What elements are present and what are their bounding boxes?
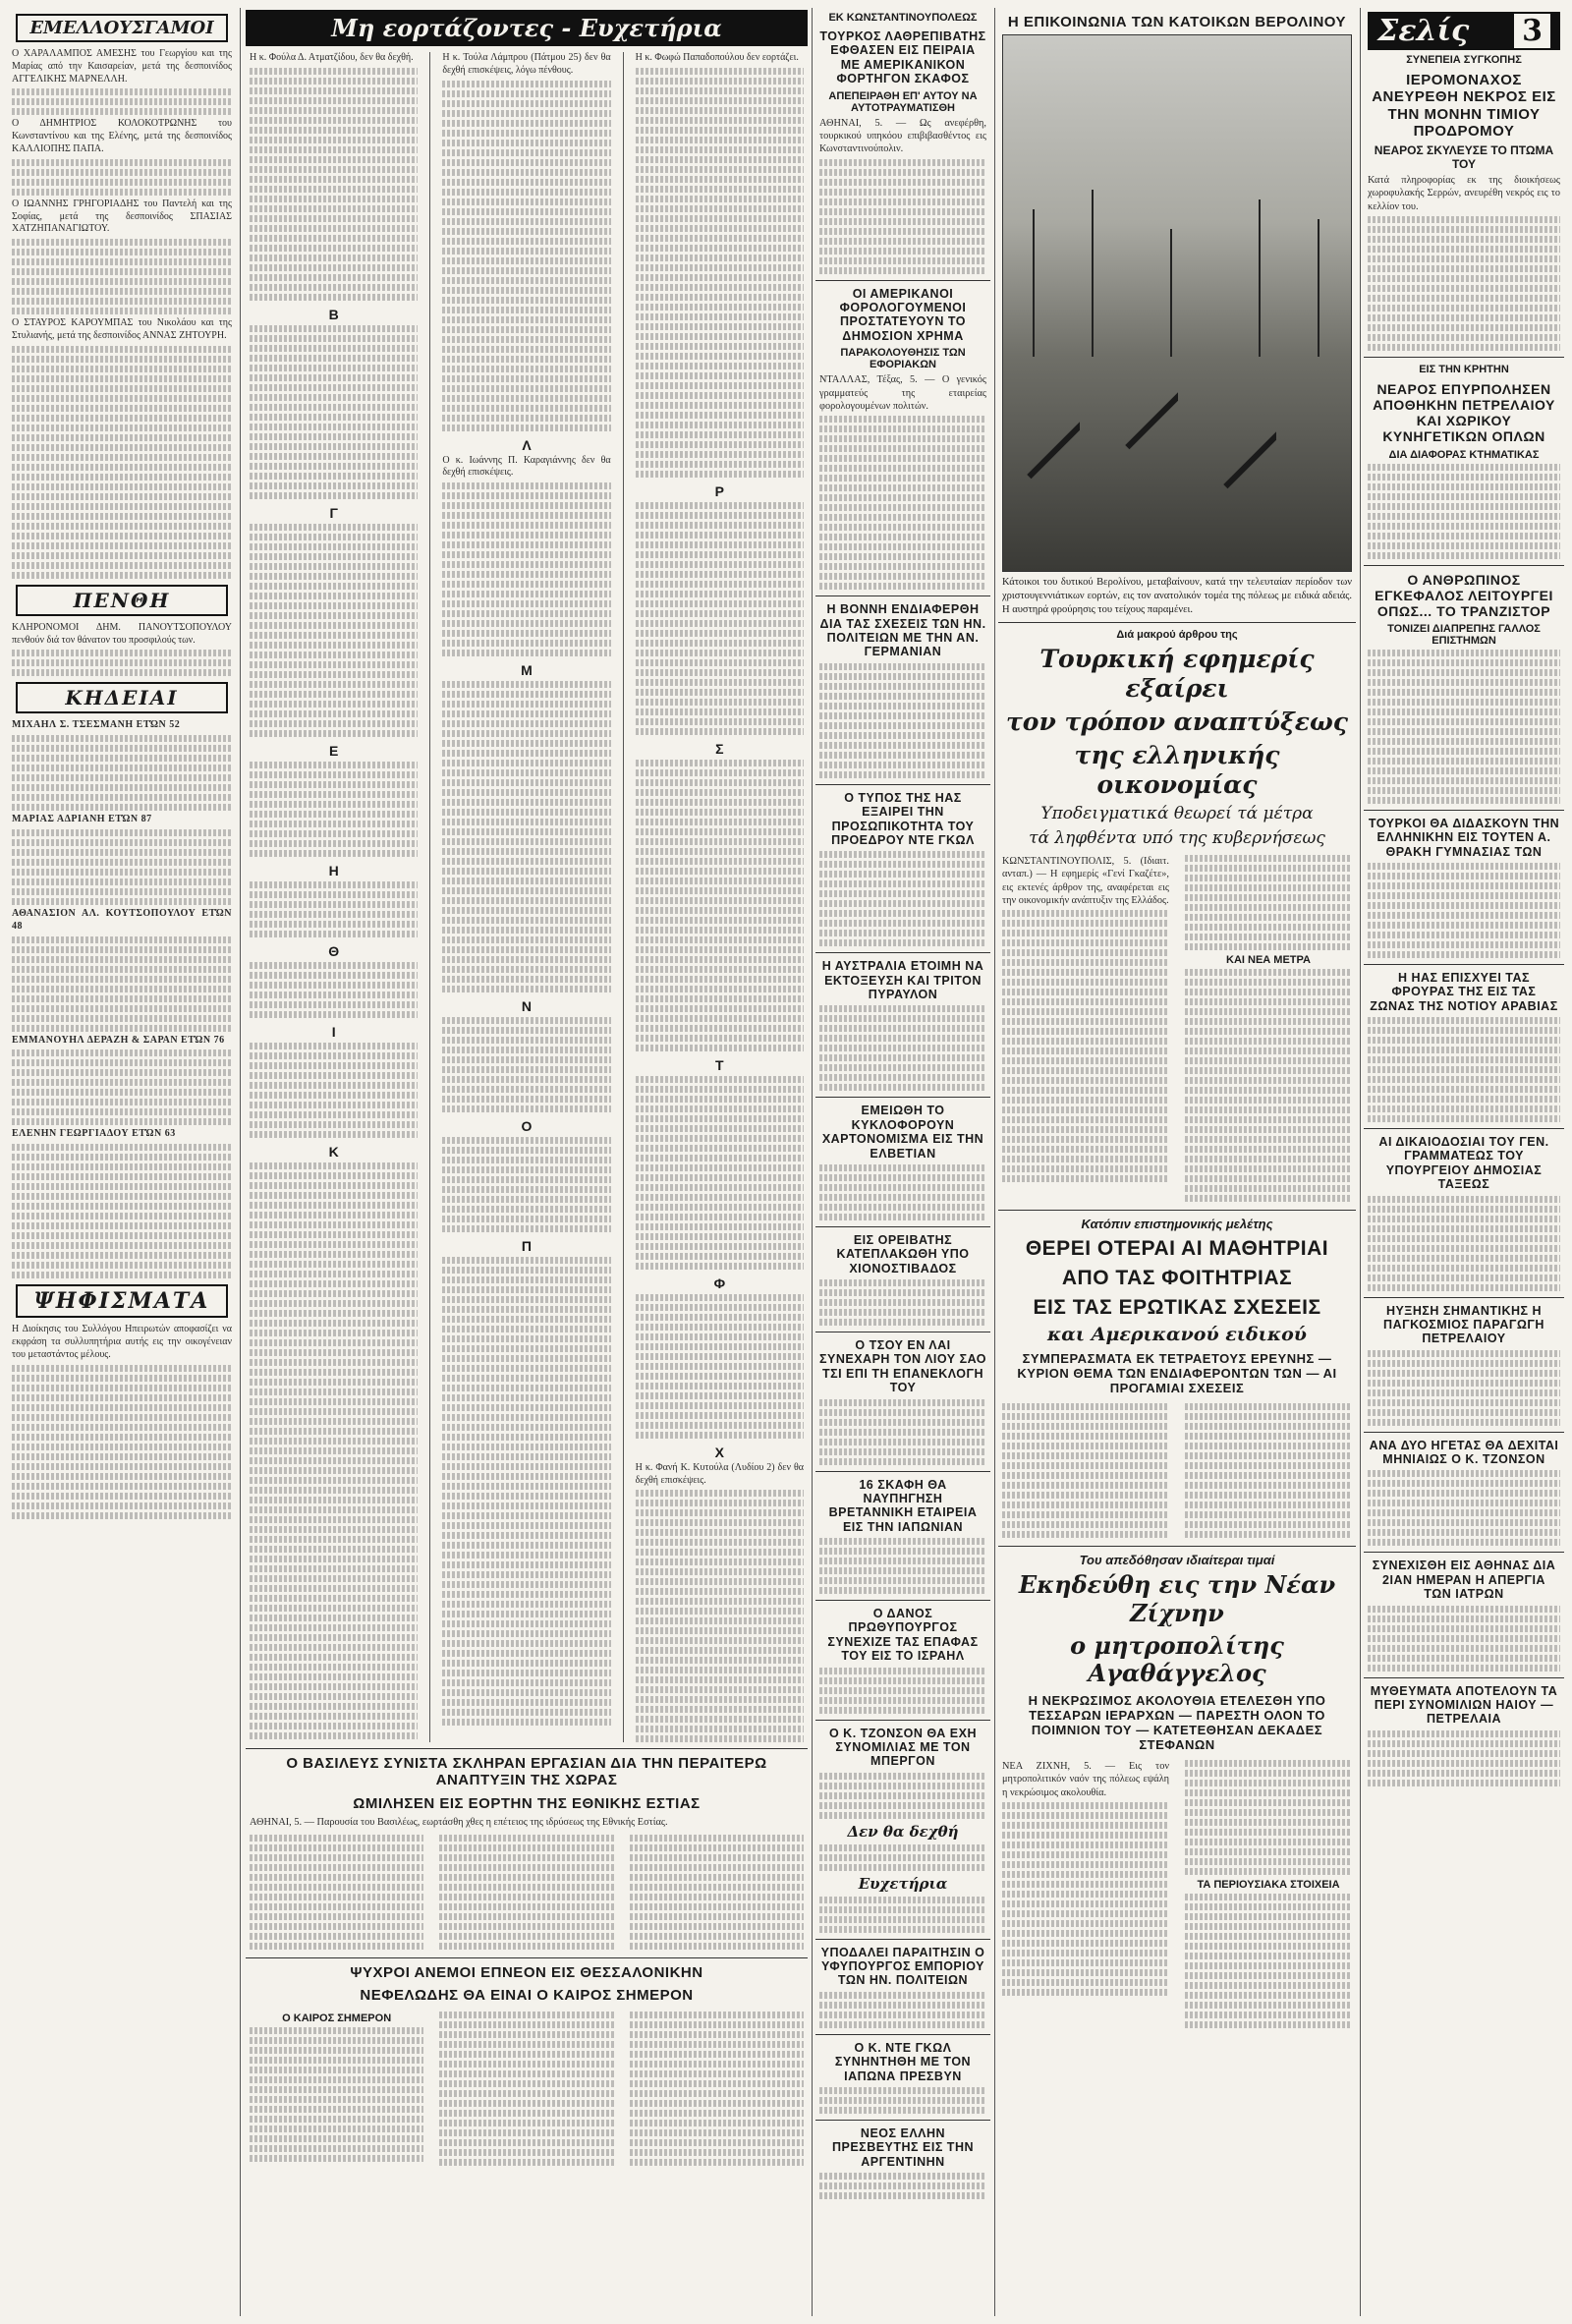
alphabet-letter: Ο [521, 1118, 533, 1135]
wish-entry: Η κ. Φωφώ Παπαδοπούλου δεν εορτάζει. [635, 52, 799, 63]
notice-item: Ο ΣΤΑΥΡΟΣ ΚΑΡΟΥΜΠΑΣ του Νικολάου και της Στυλιανής, μετά της δεσποινίδος ΑΝΝΑΣ ΖΗΤΟΥΡΗ. [12, 317, 232, 341]
news-headline: Ο Κ. ΤΖΟΝΣΟΝ ΘΑ ΕΧΗ ΣΥΝΟΜΙΛΙΑΣ ΜΕ ΤΟΝ ΜΠΕΡΓΟΝ [828, 1726, 977, 1769]
column-wishes [246, 8, 808, 2316]
feature-text: ΚΩΝΣΤΑΝΤΙΝΟΥΠΟΛΙΣ, 5. (Ιδιαιτ. ανταπ.) — Η εφημερίς «Γενί Γκαζέτε», εις εκτενές άρθρον της, αναφέρεται εις την οικονομικήν ανάπτυξιν της Ελλάδος. [1002, 855, 1169, 907]
news-headline: Ο Κ. ΝΤΕ ΓΚΩΛ ΣΥΝΗΝΤΗΘΗ ΜΕ ΤΟΝ ΙΑΠΩΝΑ ΠΡΕΣΒΥΝ [834, 2040, 972, 2083]
right-headline: Ο ΑΝΘΡΩΠΙΝΟΣ ΕΓΚΕΦΑΛΟΣ ΛΕΙΤΟΥΡΓΕΙ ΟΠΩΣ... ΤΟ ΤΡΑΝΖΙΣΤΟΡ [1375, 571, 1553, 619]
page-number: 3 [1514, 14, 1550, 48]
alphabet-letter: Σ [715, 740, 724, 757]
wish-entry: Η κ. Τούλα Λάμπρου (Πάτμου 25) δεν θα δεχθή επισκέψεις, λόγω πένθους. [442, 52, 611, 76]
alphabet-letter: Ι [331, 1023, 336, 1040]
decrees-text: Η Διοίκησις του Συλλόγου Ηπειρωτών αποφασίζει να εκφράση τα συλλυπητήρια αυτής εις την οικογένειαν του μεταστάντος μέλους. [12, 1324, 232, 1360]
news-headline: ΕΙΣ ΟΡΕΙΒΑΤΗΣ ΚΑΤΕΠΛΑΚΩΘΗ ΥΠΟ ΧΙΟΝΟΣΤΙΒΑΔΟΣ [836, 1232, 970, 1275]
alphabet-letter: Γ [329, 504, 338, 521]
study-headline: ΘΕΡΕΙ ΟΤΕΡΑΙ ΑΙ ΜΑΘΗΤΡΙΑΙ [1025, 1236, 1329, 1260]
right-kicker: ΕΙΣ ΤΗΝ ΚΡΗΤΗΝ [1419, 364, 1509, 376]
news-subheadline: ΑΠΕΠΕΙΡΑΘΗ ΕΠ' ΑΥΤΟΥ ΝΑ ΑΥΤΟΤΡΑΥΜΑΤΙΣΘΗ [828, 89, 978, 114]
wedding-section-title: ΕΜΕΛΛΟΥΣΓΑΜΟΙ [16, 14, 228, 42]
funerals-section-title: ΚΗΔΕΙΑΙ [16, 682, 228, 713]
column-right [1364, 8, 1564, 2316]
news-headline: Ο ΔΑΝΟΣ ΠΡΩΘΥΠΟΥΡΓΟΣ ΣΥΝΕΧΙΖΕ ΤΑΣ ΕΠΑΦΑΣ ΤΟΥ ΕΙΣ ΤΟ ΙΣΡΑΗΛ [827, 1607, 979, 1664]
weather-label: Ο ΚΑΙΡΟΣ ΣΗΜΕΡΟΝ [282, 2012, 392, 2024]
right-headline: ΣΥΝΕΧΙΣΘΗ ΕΙΣ ΑΘΗΝΑΣ ΔΙΑ 2ΙΑΝ ΗΜΕΡΑΝ Η ΑΠΕΡΓΙΑ ΤΩΝ ΙΑΤΡΩΝ [1372, 1559, 1556, 1602]
news-headline: ΕΜΕΙΩΘΗ ΤΟ ΚΥΚΛΟΦΟΡΟΥΝ ΧΑΡΤΟΝΟΜΙΣΜΑ ΕΙΣ ΤΗΝ ΕΛΒΕΤΙΑΝ [821, 1104, 984, 1161]
funeral-name: ΜΑΡΙΑΣ ΑΔΡΙΑΝΗ ΕΤΏΝ 87 [12, 814, 152, 825]
burial-subheadline: Η ΝΕΚΡΩΣΙΜΟΣ ΑΚΟΛΟΥΘΙΑ ΕΤΕΛΕΣΘΗ ΥΠΟ ΤΕΣΣΑΡΩΝ ΙΕΡΑΡΧΩΝ — ΠΑΡΕΣΤΗ ΟΛΟΝ ΤΟ ΠΟΙΜΝΙΟΝ ΤΟΥ — ΚΑΤΕΤΕΘΗΣΑΝ ΔΕΚΑΔΕΣ ΣΤΕΦΑΝΩΝ [1028, 1693, 1326, 1752]
right-subheadline: ΝΕΑΡΟΣ ΣΚΥΛΕΥΣΕ ΤΟ ΠΤΩΜΑ ΤΟΥ [1374, 143, 1554, 171]
wishes-subcolumn [438, 52, 614, 1742]
news-headline: ΝΕΟΣ ΕΛΛΗΝ ΠΡΕΣΒΕΥΤΗΣ ΕΙΣ ΤΗΝ ΑΡΓΕΝΤΙΝΗΝ [831, 2126, 975, 2169]
notice-item: Ο ΔΗΜΗΤΡΙΟΣ ΚΟΛΟΚΟΤΡΩΝΗΣ του Κωνσταντίνου και της Ελένης, μετά της δεσποινίδος ΚΑΛΛΙΟΠΗΣ ΠΑΠΑ. [12, 118, 232, 154]
feature-headline: της ελληνικής οικονομίας [1074, 741, 1280, 800]
alphabet-letter: Η [328, 862, 339, 879]
study-kicker: Κατόπιν επιστημονικής μελέτης [1081, 1216, 1273, 1231]
wishes-columns [246, 52, 808, 1742]
alphabet-letter: Λ [522, 436, 532, 453]
right-subheadline: ΤΟΝΙΖΕΙ ΔΙΑΠΡΕΠΗΣ ΓΑΛΛΟΣ ΕΠΙΣΤΗΜΩΝ [1387, 622, 1541, 647]
right-headline: ΤΟΥΡΚΟΙ ΘΑ ΔΙΔΑΣΚΟΥΝ ΤΗΝ ΕΛΛΗΝΙΚΗΝ ΕΙΣ ΤΟΥΤΕΝ Α. ΘΡΑΚΗ ΓΥΜΝΑΣΙΑΣ ΤΩΝ [1368, 816, 1560, 859]
right-headline: ΑΝΑ ΔΥΟ ΗΓΕΤΑΣ ΘΑ ΔΕΧΙΤΑΙ ΜΗΝΙΑΙΩΣ Ο Κ. ΤΖΟΝΣΟΝ [1369, 1438, 1559, 1467]
right-headline: ΙΕΡΟΜΟΝΑΧΟΣ ΑΝΕΥΡΕΘΗ ΝΕΚΡΟΣ ΕΙΣ ΤΗΝ ΜΟΝΗΝ ΤΙΜΙΟΥ ΠΡΟΔΡΟΜΟΥ [1372, 72, 1556, 140]
berlin-photo-caption: Κάτοικοι του δυτικού Βερολίνου, μεταβαίνουν, κατά την τελευταίαν περίοδον των χριστουγεννιάτικων εορτών, εις τον ανατολικόν τομέα της πόλεως με ειδικά αδειάς. Η αυστηρά φρούρησις του τείχους παραμένει. [1002, 577, 1352, 615]
feature-section-label: ΚΑΙ ΝΕΑ ΜΕΤΡΑ [1226, 953, 1311, 966]
news-headline: Ο ΤΣΟΥ ΕΝ ΛΑΙ ΣΥΝΕΧΑΡΗ ΤΟΝ ΛΙΟΥ ΣΑΟ ΤΣΙ ΕΠΙ ΤΗ ΕΠΑΝΕΚΛΟΓΗ ΤΟΥ [819, 1338, 986, 1395]
wish-entry: Ο κ. Ιωάννης Π. Καραγιάννης δεν θα δεχθή επισκέψεις. [442, 454, 611, 479]
wishes-subcolumn [632, 52, 808, 1742]
column-news [815, 8, 990, 2316]
alphabet-letter: Ε [328, 742, 339, 759]
right-kicker: ΣΥΝΕΠΕΙΑ ΣΥΓΚΟΠΗΣ [1406, 54, 1522, 66]
right-headline: ΗΥΞΗΣΗ ΣΗΜΑΝΤΙΚΗΣ Η ΠΑΓΚΟΣΜΙΟΣ ΠΑΡΑΓΩΓΗ ΠΕΤΡΕΛΑΙΟΥ [1383, 1303, 1544, 1346]
berlin-photo [1002, 34, 1352, 572]
news-headline: 16 ΣΚΑΦΗ ΘΑ ΝΑΥΠΗΓΗΣΗ ΒΡΕΤΑΝΝΙΚΗ ΕΤΑΙΡΕΙΑ ΕΙΣ ΤΗΝ ΙΑΠΩΝΙΑΝ [828, 1477, 978, 1534]
alphabet-letter: Κ [328, 1143, 339, 1160]
mourning-section-title: ΠΕΝΘΗ [16, 585, 228, 616]
right-headline: ΑΙ ΔΙΚΑΙΟΔΟΣΙΑΙ ΤΟΥ ΓΕΝ. ΓΡΑΜΜΑΤΕΩΣ ΤΟΥ ΥΠΟΥΡΓΕΙΟΥ ΔΗΜΟΣΙΑΣ ΤΑΞΕΩΣ [1378, 1135, 1549, 1192]
news-text: ΝΤΑΛΛΑΣ, Τέξας, 5. — Ο γενικός γραμματεύς της εταιρείας φορολογουμένων πολιτών. [819, 374, 986, 412]
news-headline: ΟΙ ΑΜΕΡΙΚΑΝΟΙ ΦΟΡΟΛΟΓΟΥΜΕΝΟΙ ΠΡΟΣΤΑΤΕΥΟΥΝ ΤΟ ΔΗΜΟΣΙΟΝ ΧΡΗΜΑ [839, 286, 967, 343]
news-headline: ΤΟΥΡΚΟΣ ΛΑΘΡΕΠΙΒΑΤΗΣ ΕΦΘΑΣΕΝ ΕΙΣ ΠΕΙΡΑΙΑ ΜΕ ΑΜΕΡΙΚΑΝΙΚΟΝ ΦΟΡΤΗΓΟΝ ΣΚΑΦΟΣ [819, 29, 986, 86]
berlin-headline: Η ΕΠΙΚΟΙΝΩΝΙΑ ΤΩΝ ΚΑΤΟΙΚΩΝ ΒΕΡΟΛΙΝΟΥ [1007, 14, 1347, 30]
news-side-title: Ευχετήρια [858, 1874, 948, 1893]
news-headline: Ο ΤΥΠΟΣ ΤΗΣ ΗΑΣ ΕΞΑΙΡΕΙ ΤΗΝ ΠΡΟΣΩΠΙΚΟΤΗΤΑ ΤΟΥ ΠΡΟΕΔΡΟΥ ΝΤΕ ΓΚΩΛ [831, 790, 975, 847]
king-headline: Ο ΒΑΣΙΛΕΥΣ ΣΥΝΙΣΤΑ ΣΚΛΗΡΑΝ ΕΡΓΑΣΙΑΝ ΔΙΑ ΤΗΝ ΠΕΡΑΙΤΕΡΩ ΑΝΑΠΤΥΞΙΝ ΤΗΣ ΧΩΡΑΣ [286, 1755, 767, 1789]
news-side-title: Δεν θα δεχθή [847, 1822, 959, 1841]
feature-headline: Τουρκική εφημερίς εξαίρει [1039, 645, 1315, 704]
wish-entry: Η κ. Φούλα Δ. Ατματζίδου, δεν θα δεχθή. [250, 52, 414, 63]
alphabet-letter: Χ [714, 1444, 724, 1460]
right-headline: ΝΕΑΡΟΣ ΕΠΥΡΠΟΛΗΣΕΝ ΑΠΟΘΗΚΗΝ ΠΕΤΡΕΛΑΙΟΥ ΚΑΙ ΧΩΡΙΚΟΥ ΚΥΝΗΓΕΤΙΚΩΝ ΟΠΛΩΝ [1373, 381, 1555, 445]
king-subheadline: ΩΜΙΛΗΣΕΝ ΕΙΣ ΕΟΡΤΗΝ ΤΗΣ ΕΘΝΙΚΗΣ ΕΣΤΙΑΣ [353, 1794, 701, 1812]
alphabet-letter: Θ [328, 942, 340, 959]
wishes-subcolumn [246, 52, 421, 1742]
notice-item: Ο ΧΑΡΑΛΑΜΠΟΣ ΑΜΕΣΗΣ του Γεωργίου και της Μαρίας από την Καισαρείαν, μετά της δεσποινίδος ΑΓΓΕΛΙΚΗΣ ΜΑΡΝΕΛΛΗ. [12, 48, 232, 85]
notice-item: Ο ΙΩΑΝΝΗΣ ΓΡΗΓΟΡΙΑΔΗΣ του Παντελή και της Σοφίας, μετά της δεσποινίδος ΣΠΑΣΙΑΣ ΧΑΤΖΗΠΑΝΑΓΙΩΤΟΥ. [12, 198, 232, 235]
news-headline: Η ΒΟΝΝΗ ΕΝΔΙΑΦΕΡΘΗ ΔΙΑ ΤΑΣ ΣΧΕΣΕΙΣ ΤΩΝ ΗΝ. ΠΟΛΙΤΕΙΩΝ ΜΕ ΤΗΝ ΑΝ. ΓΕΡΜΑΝΙΑΝ [819, 602, 986, 659]
funeral-name: ΕΜΜΑΝΟΥΗΛ ΔΕΡΑΖΗ & ΣΑΡΑΝ ΕΤΏΝ 76 [12, 1034, 225, 1046]
page-masthead [1368, 12, 1560, 50]
burial-kicker: Του απεδόθησαν ιδιαίτεραι τιμαί [1079, 1552, 1275, 1567]
news-subheadline: ΠΑΡΑΚΟΛΟΥΘΗΣΙΣ ΤΩΝ ΕΦΟΡΙΑΚΩΝ [840, 347, 966, 371]
weather-headline: ΨΥΧΡΟΙ ΑΝΕΜΟΙ ΕΠΝΕΟΝ ΕΙΣ ΘΕΣΣΑΛΟΝΙΚΗΝ [350, 1964, 703, 1982]
newspaper-page [8, 8, 1564, 2316]
right-headline: ΜΥΘΕΥΜΑΤΑ ΑΠΟΤΕΛΟΥΝ ΤΑ ΠΕΡΙ ΣΥΝΟΜΙΛΙΩΝ ΗΑΙΟΥ — ΠΕΤΡΕΛΑΙΑ [1370, 1683, 1558, 1727]
weather-subheadline: ΝΕΦΕΛΩΔΗΣ ΘΑ ΕΙΝΑΙ Ο ΚΑΙΡΟΣ ΣΗΜΕΡΟΝ [360, 1987, 694, 2005]
alphabet-letter: Ρ [714, 482, 724, 499]
wishes-section-title: Μη εορτάζοντες - Ευχετήρια [246, 10, 808, 46]
king-article-text: ΑΘΗΝΑΙ, 5. — Παρουσία του Βασιλέως, εωρτάσθη χθες η επέτειος της ιδρύσεως της Εθνικής Εστίας. [250, 1816, 668, 1828]
burial-headline: Εκηδεύθη εις την Νέαν Ζίχνην [1018, 1569, 1336, 1627]
right-subheadline: ΔΙΑ ΔΙΑΦΟΡΑΣ ΚΤΗΜΑΤΙΚΑΣ [1388, 448, 1540, 461]
news-headline: ΥΠΟΔΑΛΕΙ ΠΑΡΑΙΤΗΣΙΝ Ο ΥΦΥΠΟΥΡΓΟΣ ΕΜΠΟΡΙΟΥ ΤΩΝ ΗΝ. ΠΟΛΙΤΕΙΩΝ [820, 1945, 985, 1988]
wedding-notices [8, 48, 236, 579]
news-kicker: ΕΚ ΚΩΝΣΤΑΝΤΙΝΟΥΠΟΛΕΩΣ [828, 12, 978, 24]
feature-headline: τον τρόπον αναπτύξεως [1005, 708, 1348, 737]
burial-text: ΝΕΑ ΖΙΧΝΗ, 5. — Εις τον μητροπολιτικόν ναόν της πόλεως εψάλη η νεκρώσιμος ακολουθία. [1002, 1760, 1169, 1798]
feature-subheadline: τά ληφθέντα υπό της κυβερνήσεως [1029, 827, 1325, 848]
funeral-name: ΕΛΕΝΗΝ ΓΕΩΡΓΙΑΔΟΥ ΕΤΏΝ 63 [12, 1128, 176, 1140]
study-headline: ΑΠΟ ΤΑΣ ΦΟΙΤΗΤΡΙΑΣ [1061, 1267, 1293, 1290]
wish-entry: Η κ. Φανή Κ. Κυτούλα (Λυδίου 2) δεν θα δεχθή επισκέψεις. [635, 1461, 804, 1486]
alphabet-letter: Β [328, 306, 339, 322]
study-headline: ΕΙΣ ΤΑΣ ΕΡΩΤΙΚΑΣ ΣΧΕΣΕΙΣ [1033, 1296, 1321, 1320]
news-headline: Η ΑΥΣΤΡΑΛΙΑ ΕΤΟΙΜΗ ΝΑ ΕΚΤΟΞΕΥΣΗ ΚΑΙ ΤΡΙΤΟΝ ΠΥΡΑΥΛΟΝ [821, 959, 984, 1001]
alphabet-letter: Π [521, 1238, 533, 1255]
decrees-section-title: ΨΗΦΙΣΜΑΤΑ [16, 1284, 228, 1318]
column-main [998, 8, 1356, 2316]
burial-headline: ο μητροπολίτης Αγαθάγγελος [1070, 1630, 1284, 1688]
right-headline: Η ΗΑΣ ΕΠΙΣΧΥΕΙ ΤΑΣ ΦΡΟΥΡΑΣ ΤΗΣ ΕΙΣ ΤΑΣ ΖΩΝΑΣ ΤΗΣ ΝΟΤΙΟΥ ΑΡΑΒΙΑΣ [1370, 970, 1558, 1013]
study-headline: και Αμερικανού ειδικού [1047, 1324, 1307, 1346]
alphabet-letter: Φ [713, 1275, 726, 1291]
funeral-name: ΑΘΑΝΑΣΙΟΝ ΑΛ. ΚΟΥΤΣΟΠΟΥΛΟΥ ΕΤΏΝ 48 [12, 907, 232, 932]
funeral-name: ΜΙΧΑΗΛ Σ. ΤΣΕΣΜΑΝΗ ΕΤΏΝ 52 [12, 719, 181, 731]
burial-section-label: ΤΑ ΠΕΡΙΟΥΣΙΑΚΑ ΣΤΟΙΧΕΙΑ [1197, 1878, 1340, 1891]
column-announcements [8, 8, 236, 2316]
alphabet-letter: Ν [521, 998, 533, 1015]
alphabet-letter: Μ [521, 662, 533, 679]
mourning-text: ΚΛΗΡΟΝΟΜΟΙ ΔΗΜ. ΠΑΝΟΥΤΣΟΠΟΥΛΟΥ πενθούν διά τον θάνατον του προσφιλούς των. [12, 621, 232, 646]
right-text: Κατά πληροφορίας εκ της διοικήσεως χωροφυλακής Σερρών, ανευρέθη νεκρός εις το κελλίον του. [1368, 175, 1560, 212]
alphabet-letter: Τ [715, 1056, 724, 1073]
funeral-notices [8, 719, 236, 1278]
study-subheadline: ΣΥΜΠΕΡΑΣΜΑΤΑ ΕΚ ΤΕΤΡΑΕΤΟΥΣ ΕΡΕΥΝΗΣ — ΚΥΡΙΟΝ ΘΕΜΑ ΤΩΝ ΕΝΔΙΑΦΕΡΟΝΤΩΝ ΤΩΝ — ΑΙ ΠΡΟΓΑΜΙΑΙ ΣΧΕΣΕΙΣ [1017, 1351, 1337, 1396]
feature-kicker: Διά μακρού άρθρου της [1116, 629, 1238, 642]
news-text: ΑΘΗΝΑΙ, 5. — Ως ανεφέρθη, τουρκικού υπηκόου επιβιβασθέντος εις Κωνσταντινούπολιν. [819, 117, 986, 155]
feature-subheadline: Υποδειγματικά θεωρεί τά μέτρα [1040, 804, 1314, 824]
masthead-label: Σελίς [1377, 14, 1470, 48]
